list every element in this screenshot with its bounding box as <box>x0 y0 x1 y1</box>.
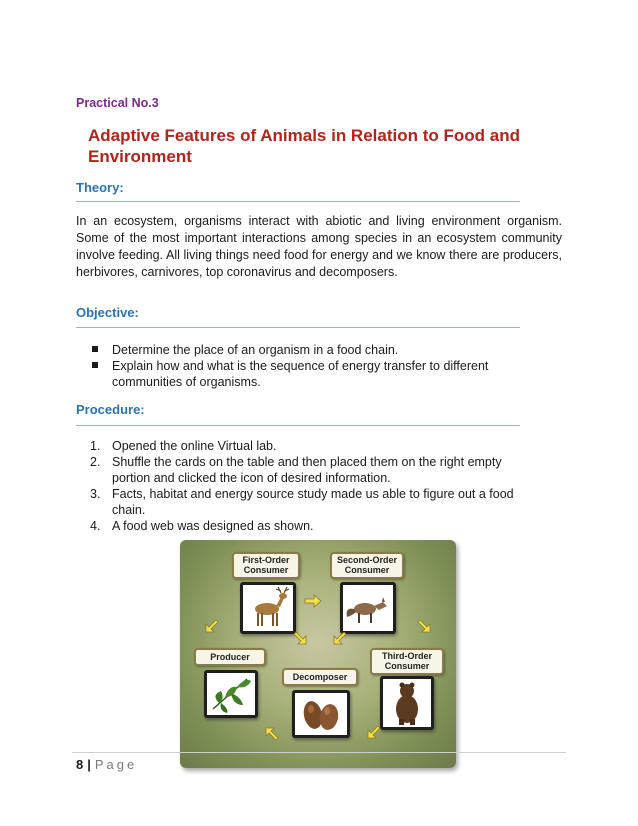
footer-separator: | <box>87 757 91 772</box>
leaf-icon <box>207 673 255 715</box>
third-order-line1: Third-Order <box>381 651 432 661</box>
list-item <box>88 342 538 358</box>
bear-card <box>380 676 434 730</box>
procedure-divider <box>76 425 520 426</box>
first-order-consumer-label <box>232 552 300 579</box>
list-item <box>90 438 542 454</box>
decomposer-label: Decomposer <box>282 668 358 686</box>
objective-item-text: Determine the place of an organism in a food chain. <box>112 343 399 357</box>
second-order-consumer-label <box>330 552 404 579</box>
square-bullet-icon <box>92 362 98 368</box>
arrow-down-right-icon <box>292 632 308 648</box>
objective-item-text: Explain how and what is the sequence of energy transfer to different communities of organisms. <box>112 359 489 389</box>
arrow-down-left-icon <box>366 726 382 742</box>
arrow-up-left-icon <box>264 724 280 740</box>
second-order-line1: Second-Order <box>336 555 397 565</box>
step-number: 2. <box>90 455 101 469</box>
step-number: 1. <box>90 439 101 453</box>
procedure-list <box>90 438 542 534</box>
fox-card <box>340 582 396 634</box>
step-text: A food web was designed as shown. <box>112 519 314 533</box>
producer-label: Producer <box>194 648 266 666</box>
objective-list <box>88 342 538 390</box>
page-label: Page <box>94 757 138 772</box>
first-order-line1: First-Order <box>242 555 290 565</box>
list-item <box>90 518 542 534</box>
procedure-heading: Procedure: <box>76 402 145 417</box>
first-order-line2: Consumer <box>243 565 289 575</box>
arrow-down-right-icon <box>416 620 432 636</box>
objective-divider <box>76 327 520 328</box>
third-order-consumer-label <box>370 648 444 675</box>
third-order-line2: Consumer <box>384 661 430 671</box>
food-web-figure <box>180 540 456 768</box>
bear-icon <box>383 679 431 727</box>
theory-heading: Theory: <box>76 180 124 195</box>
objective-heading: Objective: <box>76 305 139 320</box>
list-item <box>90 486 542 518</box>
step-text: Opened the online Virtual lab. <box>112 439 277 453</box>
theory-divider <box>76 201 520 202</box>
fox-icon <box>343 585 393 631</box>
decomposer-card <box>292 690 350 738</box>
arrow-down-left-icon <box>332 632 348 648</box>
deer-icon <box>243 585 293 631</box>
list-item <box>88 358 538 390</box>
mushroom-icon <box>295 693 347 735</box>
list-item <box>90 454 542 486</box>
plant-card <box>204 670 258 718</box>
practical-number: Practical No.3 <box>76 96 159 110</box>
deer-card <box>240 582 296 634</box>
arrow-right-icon <box>304 594 322 608</box>
page-footer <box>76 757 137 772</box>
page-number: 8 <box>76 757 84 772</box>
second-order-line2: Consumer <box>344 565 390 575</box>
step-number: 3. <box>90 487 101 501</box>
step-number: 4. <box>90 519 101 533</box>
step-text: Shuffle the cards on the table and then placed them on the right empty portion and clicked the icon of desired information. <box>112 455 502 485</box>
page-title: Adaptive Features of Animals in Relation to Food and Environment <box>88 126 520 166</box>
square-bullet-icon <box>92 346 98 352</box>
arrow-down-left-icon <box>204 620 220 636</box>
footer-divider <box>72 752 566 753</box>
theory-text: In an ecosystem, organisms interact with abiotic and living environment organism. Some of the most important interactions among species in an ecosystem community involve feeding. All living things need food for energy and we know there are producers, herbivores, carnivores, top coronavirus and decomposers. <box>76 214 562 279</box>
step-text: Facts, habitat and energy source study made us able to figure out a food chain. <box>112 487 514 517</box>
